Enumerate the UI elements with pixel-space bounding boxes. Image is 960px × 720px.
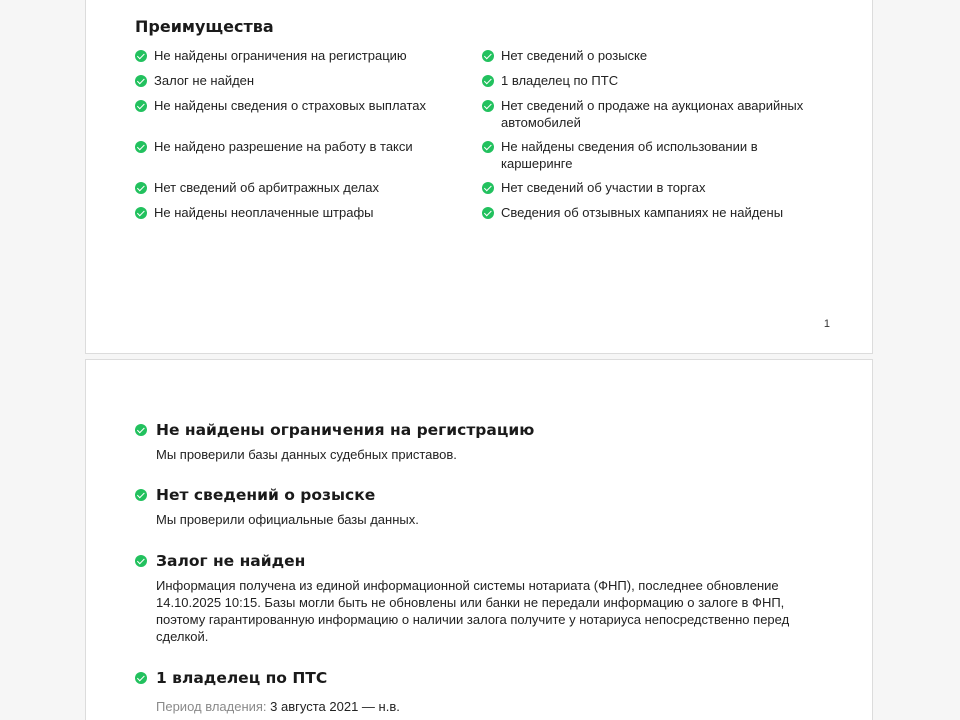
- advantage-item: [135, 98, 475, 139]
- page-number: 1: [823, 318, 830, 330]
- check-circle-icon: [135, 207, 147, 219]
- advantage-text: Не найдены неоплаченные штрафы: [154, 205, 374, 220]
- advantage-item: [482, 205, 822, 230]
- section-heading: [135, 485, 815, 505]
- advantage-item: [135, 139, 475, 180]
- check-circle-icon: [135, 100, 147, 112]
- advantage-text: Сведения об отзывных кампаниях не найдены: [501, 205, 784, 220]
- advantage-text: Залог не найден: [154, 73, 255, 88]
- advantage-item: [482, 48, 822, 73]
- advantage-item: [135, 180, 475, 205]
- detail-section-registration: [135, 420, 815, 463]
- advantage-text: 1 владелец по ПТС: [501, 73, 619, 88]
- advantage-item: [135, 73, 475, 98]
- advantage-text: Не найдены сведения об использовании в каршеринге: [501, 139, 758, 171]
- advantage-text: Нет сведений о продаже на аукционах аварийных автомобилей: [501, 98, 804, 130]
- section-body: Мы проверили официальные базы данных.: [156, 512, 419, 527]
- section-heading: [135, 668, 815, 688]
- section-title: Залог не найден: [156, 552, 306, 570]
- check-circle-icon: [482, 75, 494, 87]
- advantage-text: Нет сведений об участии в торгах: [501, 180, 706, 195]
- section-body: Мы проверили базы данных судебных приставов.: [156, 447, 457, 462]
- advantages-left-column: [135, 48, 475, 230]
- ownership-period-value: 3 августа 2021 — н.в.: [270, 699, 400, 714]
- check-circle-icon: [135, 75, 147, 87]
- section-heading: [135, 420, 815, 440]
- check-circle-icon: [135, 489, 147, 501]
- advantage-text: Нет сведений об арбитражных делах: [154, 180, 379, 195]
- check-circle-icon: [482, 141, 494, 153]
- advantage-text: Нет сведений о розыске: [501, 48, 648, 63]
- advantage-item: [135, 48, 475, 73]
- check-circle-icon: [135, 50, 147, 62]
- document-page-1: [85, 0, 873, 354]
- section-title: Не найдены ограничения на регистрацию: [156, 421, 535, 439]
- check-circle-icon: [135, 672, 147, 684]
- check-circle-icon: [135, 182, 147, 194]
- detail-section-owners: [135, 668, 815, 715]
- check-circle-icon: [135, 141, 147, 153]
- advantages-right-column: [482, 48, 822, 230]
- ownership-period: [156, 698, 796, 715]
- advantage-item: [482, 180, 822, 205]
- advantage-item: [482, 98, 822, 139]
- section-title: Нет сведений о розыске: [156, 486, 376, 504]
- ownership-period-label: Период владения:: [156, 699, 267, 714]
- check-circle-icon: [482, 182, 494, 194]
- check-circle-icon: [482, 207, 494, 219]
- advantage-text: Не найдены сведения о страховых выплатах: [154, 98, 427, 113]
- advantage-text: Не найдены ограничения на регистрацию: [154, 48, 407, 63]
- check-circle-icon: [482, 50, 494, 62]
- advantage-text: Не найдено разрешение на работу в такси: [154, 139, 413, 154]
- advantage-item: [135, 205, 475, 230]
- check-circle-icon: [482, 100, 494, 112]
- detail-section-wanted: [135, 485, 815, 528]
- detail-section-pledge: [135, 551, 815, 645]
- section-title: 1 владелец по ПТС: [156, 669, 328, 687]
- advantage-item: [482, 73, 822, 98]
- section-heading: [135, 551, 815, 571]
- document-page-2: [85, 359, 873, 720]
- check-circle-icon: [135, 555, 147, 567]
- check-circle-icon: [135, 424, 147, 436]
- advantage-item: [482, 139, 822, 180]
- section-body: Информация получена из единой информационной системы нотариата (ФНП), последнее обновление 14.10.2025 10:15. Базы могли быть не обновлены или банки не передали информацию о залоге в ФНП, поэтому гарантированную информацию о наличии залога получите у нотариуса непосредственно перед сделкой.: [156, 578, 790, 644]
- advantages-title: Преимущества: [135, 17, 274, 36]
